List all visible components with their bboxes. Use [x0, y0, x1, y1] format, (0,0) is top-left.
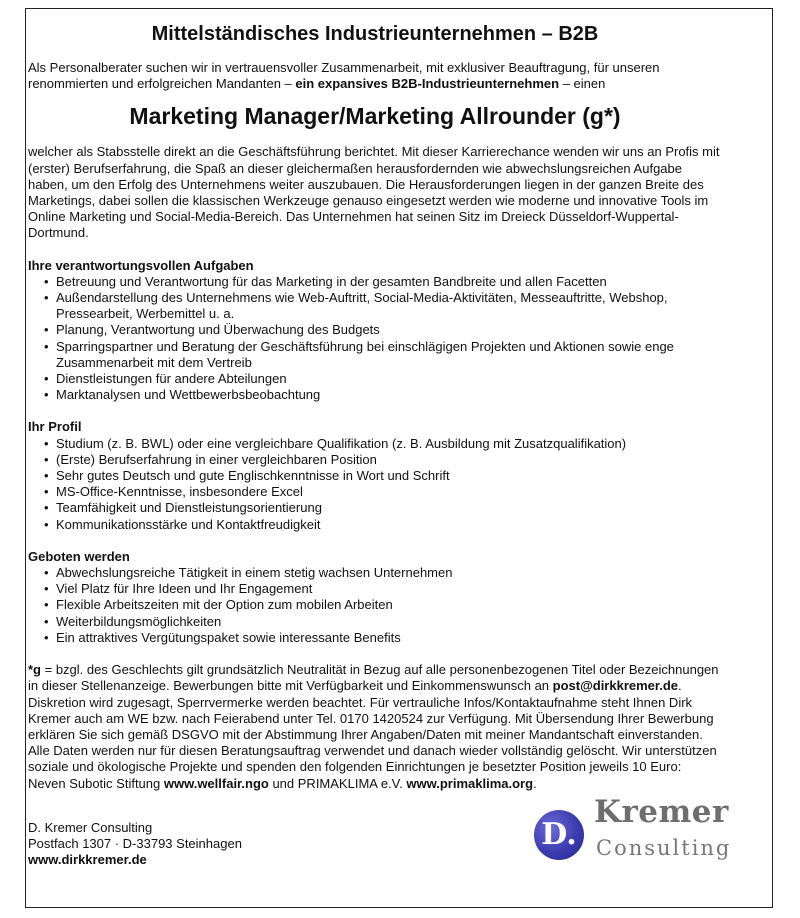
list-item: • Flexible Arbeitszeiten mit der Option zum mobilen Arbeiten: [44, 597, 722, 613]
list-item: • Teamfähigkeit und Dienstleistungsorientierung: [44, 500, 722, 516]
profile-list: [28, 436, 722, 533]
note-text-2: . Diskretion wird zugesagt, Sperrvermerke werden beachtet. Für vertrauliche Infos/Kontaktaufnahme steht Ihnen Dirk Kremer auch am WE bzw. nach Feierabend unter Tel. 0170 1420524 zur Verfügung. Mit Übersendung Ihrer Bewerbung erklären Sie sich gemäß DSGVO mit der Abstimmung Ihrer Angaben/Daten mit meiner Mandantschaft einverstanden. Alle Daten werden nur für diesen Beratungsauftrag verwendet und danach wieder vollständig gelöscht. Wir unterstützen soziale und ökologische Projekte und spenden den folgenden Einrichtungen je besetzter Position jeweils 10 Euro: Neven Subotic Stiftung: [28, 678, 717, 791]
note-text-1: = bzgl. des Geschlechts gilt grundsätzlich Neutralität in Bezug auf alle personenbezogenen Titel oder Bezeichnungen in dieser Stellenanzeige. Bewerbungen bitte mit Verfügbarkeit und Einkommenswunsch an: [28, 662, 719, 694]
list-item: • Abwechslungsreiche Tätigkeit in einem stetig wachsen Unternehmen: [44, 565, 722, 581]
list-item: • MS-Office-Kenntnisse, insbesondere Excel: [44, 484, 722, 500]
list-item: • Planung, Verantwortung und Überwachung des Budgets: [44, 322, 722, 338]
wellfair-link[interactable]: www.wellfair.ngo: [163, 775, 269, 791]
tasks-list: [28, 274, 722, 404]
job-title: Marketing Manager/Marketing Allrounder (g*): [129, 103, 621, 130]
logo-letter: D.: [541, 816, 577, 852]
intro-paragraph: [28, 60, 722, 92]
tasks-heading: Ihre verantwortungsvollen Aufgaben: [28, 257, 254, 273]
list-item: • Betreuung und Verantwortung für das Marketing in der gesamten Bandbreite und allen Facetten: [44, 274, 722, 290]
list-item: • Außendarstellung des Unternehmens wie Web-Auftritt, Social-Media-Aktivitäten, Messeauftritte, Webshop, Pressearbeit, Werbemittel u. a.: [44, 290, 722, 322]
gender-note-marker: *g: [28, 662, 41, 678]
intro-client-type: ein expansives B2B-Industrieunternehmen: [295, 76, 560, 92]
list-item: • Marktanalysen und Wettbewerbsbeobachtung: [44, 387, 722, 403]
list-item: • Kommunikationsstärke und Kontaktfreudigkeit: [44, 517, 722, 533]
primaklima-link[interactable]: www.primaklima.org: [406, 775, 534, 791]
list-item: • Viel Platz für Ihre Ideen und Ihr Engagement: [44, 581, 722, 597]
logo-subtitle: Consulting: [596, 835, 732, 860]
list-item: • Sparringspartner und Beratung der Geschäftsführung bei einschlägigen Projekten und Aktionen sowie enge Zusammenarbeit mit dem Vertreib: [44, 339, 722, 371]
offer-heading: Geboten werden: [28, 548, 130, 564]
note-text-3: und PRIMAKLIMA e.V.: [268, 775, 407, 791]
consultancy-name: D. Kremer Consulting: [28, 819, 153, 835]
note-text-4: .: [533, 775, 537, 791]
list-item: • Dienstleistungen für andere Abteilungen: [44, 371, 722, 387]
profile-heading: Ihr Profil: [28, 419, 82, 435]
offer-list: [28, 565, 722, 646]
job-ad-content: [28, 22, 732, 868]
application-note: [28, 662, 722, 792]
list-item: • Weiterbildungsmöglichkeiten: [44, 614, 722, 630]
postal-address: Postfach 1307 · D-33793 Steinhagen: [28, 835, 242, 851]
intro-text-start: Als Personalberater suchen wir in vertrauensvoller Zusammenarbeit, mit exklusiver Beauftragung, für unseren renommierten und erfolgreichen Mandanten –: [28, 60, 660, 92]
website-link[interactable]: www.dirkkremer.de: [28, 852, 147, 868]
footer: [28, 793, 732, 869]
list-item: • Studium (z. B. BWL) oder eine vergleichbare Qualifikation (z. B. Ausbildung mit Zusatzqualifikation): [44, 436, 722, 452]
logo-name: Kremer: [594, 793, 729, 830]
list-item: • Sehr gutes Deutsch und gute Englischkenntnisse in Wort und Schrift: [44, 468, 722, 484]
contact-email-link[interactable]: post@dirkkremer.de: [552, 678, 679, 694]
list-item: • Ein attraktives Vergütungspaket sowie interessante Benefits: [44, 630, 722, 646]
company-heading: Mittelständisches Industrieunternehmen – B2B: [151, 23, 599, 45]
kremer-consulting-logo: [532, 793, 732, 870]
list-item: • (Erste) Berufserfahrung in einer vergleichbaren Position: [44, 452, 722, 468]
job-description: welcher als Stabsstelle direkt an die Geschäftsführung berichtet. Mit dieser Karrierechance wenden wir uns an Profis mit (erster) Berufserfahrung, die Spaß an dieser gleichermaßen herausfordernden wie abwechslungsreichen Aufgabe haben, um den Erfolg des Unternehmens weiter auszubauen. Die Herausforderungen liegen in der ganzen Breite des Marketings, dabei sollen die klassischen Werkzeuge genauso eingesetzt werden wie moderne und innovative Tools im Online Marketing und Social-Media-Bereich. Das Unternehmen hat seinen Sitz im Dreieck Düsseldorf-Wuppertal-Dortmund.: [28, 144, 720, 241]
intro-text-end: – einen: [559, 76, 606, 92]
